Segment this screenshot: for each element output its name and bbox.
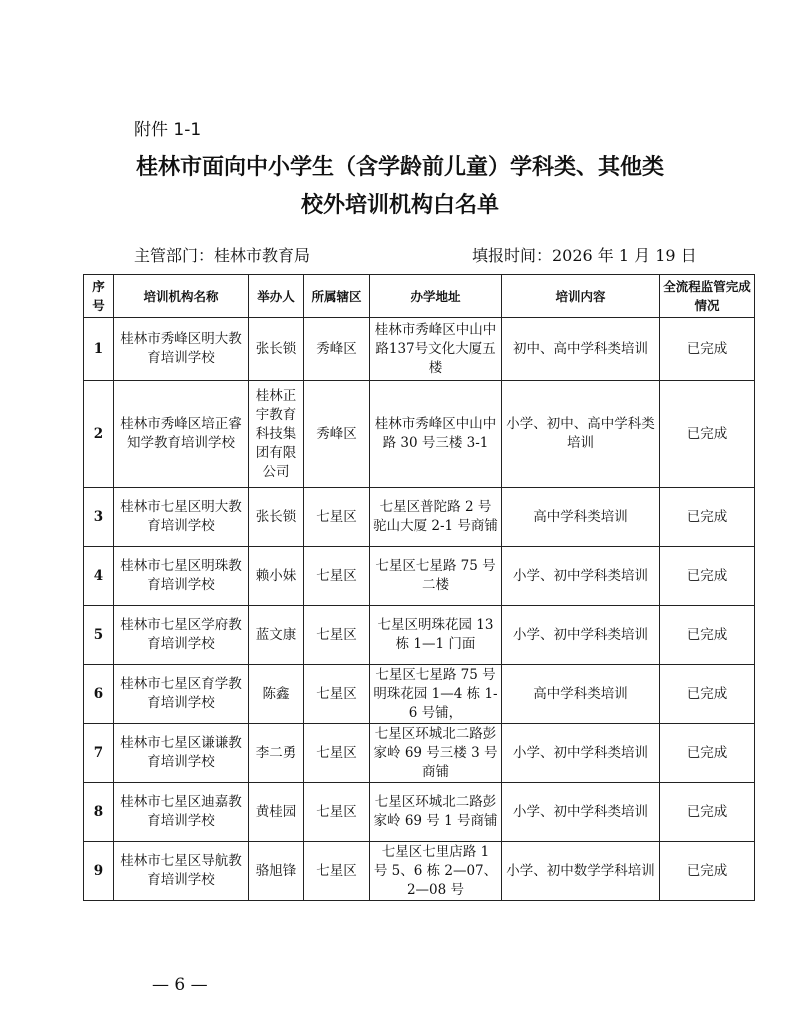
cell-status: 已完成 — [660, 665, 755, 724]
cell-organizer: 陈鑫 — [249, 665, 304, 724]
cell-status: 已完成 — [660, 488, 755, 547]
cell-address: 七星区环城北二路彭家岭 69 号三楼 3 号商铺 — [370, 724, 502, 783]
document-title-line-1: 桂林市面向中小学生（含学龄前儿童）学科类、其他类 — [135, 155, 664, 180]
table-row — [84, 381, 755, 488]
cell-district: 七星区 — [304, 724, 370, 783]
header-organizer: 举办人 — [249, 275, 304, 318]
table-header-row — [84, 275, 755, 318]
cell-name: 桂林市七星区明珠教育培训学校 — [114, 547, 249, 606]
cell-district: 秀峰区 — [304, 318, 370, 381]
cell-no: 9 — [84, 842, 114, 901]
cell-status: 已完成 — [660, 606, 755, 665]
cell-address: 七星区明珠花园 13 栋 1—1 门面 — [370, 606, 502, 665]
cell-content: 小学、初中学科类培训 — [502, 606, 660, 665]
attachment-label: 附件 1-1 — [134, 120, 202, 140]
cell-district: 七星区 — [304, 606, 370, 665]
cell-status: 已完成 — [660, 724, 755, 783]
cell-organizer: 张长锁 — [249, 318, 304, 381]
cell-organizer: 骆旭锋 — [249, 842, 304, 901]
cell-name: 桂林市七星区育学教育培训学校 — [114, 665, 249, 724]
header-district: 所属辖区 — [304, 275, 370, 318]
cell-content: 小学、初中学科类培训 — [502, 724, 660, 783]
cell-district: 七星区 — [304, 547, 370, 606]
cell-organizer: 黄桂园 — [249, 783, 304, 842]
cell-name: 桂林市七星区迪嘉教育培训学校 — [114, 783, 249, 842]
cell-content: 小学、初中、高中学科类培训 — [502, 381, 660, 488]
cell-no: 1 — [84, 318, 114, 381]
whitelist-table — [83, 274, 755, 901]
table-row — [84, 547, 755, 606]
cell-district: 七星区 — [304, 842, 370, 901]
cell-no: 6 — [84, 665, 114, 724]
cell-status: 已完成 — [660, 381, 755, 488]
cell-no: 7 — [84, 724, 114, 783]
table-row — [84, 318, 755, 381]
header-no: 序号 — [84, 275, 114, 318]
cell-content: 初中、高中学科类培训 — [502, 318, 660, 381]
cell-no: 8 — [84, 783, 114, 842]
header-address: 办学地址 — [370, 275, 502, 318]
cell-name: 桂林市七星区导航教育培训学校 — [114, 842, 249, 901]
cell-status: 已完成 — [660, 547, 755, 606]
cell-address: 七星区环城北二路彭家岭 69 号 1 号商铺 — [370, 783, 502, 842]
header-content: 培训内容 — [502, 275, 660, 318]
cell-content: 小学、初中学科类培训 — [502, 547, 660, 606]
document-title-line-2: 校外培训机构白名单 — [300, 193, 499, 218]
cell-address: 七星区七星路 75 号二楼 — [370, 547, 502, 606]
cell-organizer: 张长锁 — [249, 488, 304, 547]
page-number: — 6 — — [152, 975, 208, 995]
table-row — [84, 724, 755, 783]
cell-content: 高中学科类培训 — [502, 665, 660, 724]
cell-content: 高中学科类培训 — [502, 488, 660, 547]
table-row — [84, 783, 755, 842]
cell-organizer: 李二勇 — [249, 724, 304, 783]
supervising-department: 主管部门：桂林市教育局 — [134, 246, 311, 265]
cell-content: 小学、初中学科类培训 — [502, 783, 660, 842]
cell-district: 秀峰区 — [304, 381, 370, 488]
cell-name: 桂林市七星区学府教育培训学校 — [114, 606, 249, 665]
cell-district: 七星区 — [304, 665, 370, 724]
cell-address: 七星区七里店路 1 号 5、6 栋 2—07、2—08 号 — [370, 842, 502, 901]
cell-address: 七星区七星路 75 号明珠花园 1—4 栋 1-6 号铺， — [370, 665, 502, 724]
cell-organizer: 蓝文康 — [249, 606, 304, 665]
cell-no: 3 — [84, 488, 114, 547]
cell-address: 桂林市秀峰区中山中路 30 号三楼 3-1 — [370, 381, 502, 488]
table-row — [84, 842, 755, 901]
cell-status: 已完成 — [660, 842, 755, 901]
cell-no: 5 — [84, 606, 114, 665]
cell-organizer: 桂林正宇教育科技集团有限公司 — [249, 381, 304, 488]
cell-address: 七星区普陀路 2 号驼山大厦 2-1 号商铺 — [370, 488, 502, 547]
table-row — [84, 665, 755, 724]
cell-content: 小学、初中数学学科培训 — [502, 842, 660, 901]
table-row — [84, 606, 755, 665]
cell-no: 2 — [84, 381, 114, 488]
table-row — [84, 488, 755, 547]
cell-district: 七星区 — [304, 488, 370, 547]
header-name: 培训机构名称 — [114, 275, 249, 318]
cell-name: 桂林市七星区谦谦教育培训学校 — [114, 724, 249, 783]
cell-no: 4 — [84, 547, 114, 606]
header-status: 全流程监管完成情况 — [660, 275, 755, 318]
fill-date: 填报时间：2026 年 1 月 19 日 — [472, 246, 697, 265]
cell-district: 七星区 — [304, 783, 370, 842]
cell-status: 已完成 — [660, 783, 755, 842]
cell-status: 已完成 — [660, 318, 755, 381]
cell-address: 桂林市秀峰区中山中路137号文化大厦五楼 — [370, 318, 502, 381]
cell-name: 桂林市秀峰区明大教育培训学校 — [114, 318, 249, 381]
cell-name: 桂林市七星区明大教育培训学校 — [114, 488, 249, 547]
cell-organizer: 赖小妹 — [249, 547, 304, 606]
cell-name: 桂林市秀峰区培正睿知学教育培训学校 — [114, 381, 249, 488]
